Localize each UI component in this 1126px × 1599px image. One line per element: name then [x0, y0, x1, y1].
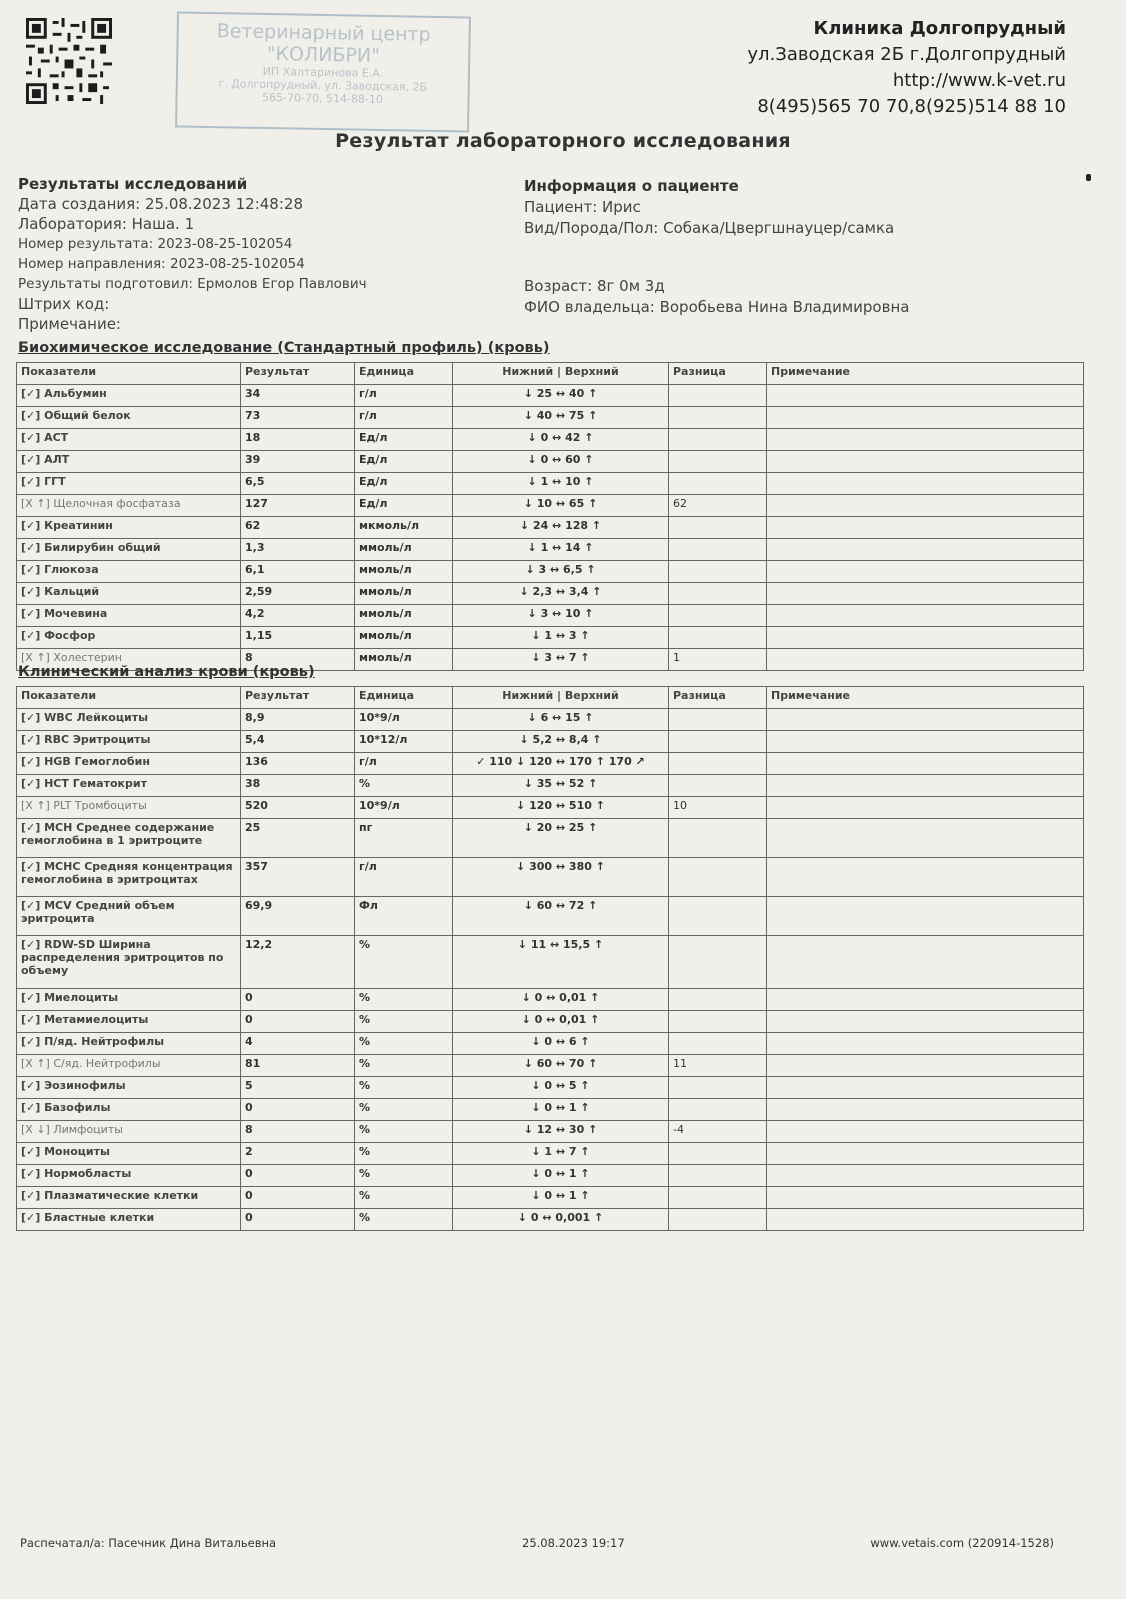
table-row [17, 1187, 1084, 1209]
result-cell: 8 [241, 649, 355, 671]
note-cell [767, 605, 1084, 627]
note-cell [767, 1055, 1084, 1077]
diff-cell [669, 775, 767, 797]
table-row [17, 989, 1084, 1011]
unit-cell: г/л [355, 753, 453, 775]
table-row [17, 1165, 1084, 1187]
diff-cell: 11 [669, 1055, 767, 1077]
table-row [17, 1121, 1084, 1143]
table-row [17, 451, 1084, 473]
result-cell: 38 [241, 775, 355, 797]
unit-cell: % [355, 936, 453, 989]
note-cell [767, 627, 1084, 649]
range-cell: ↓ 1 ↔ 10 ↑ [453, 473, 669, 495]
result-cell: 5 [241, 1077, 355, 1099]
range-cell: ↓ 10 ↔ 65 ↑ [453, 495, 669, 517]
biochem-section-title: Биохимическое исследование (Стандартный профиль) (кровь) [18, 340, 550, 356]
note-label: Примечание: [18, 315, 121, 333]
indicator-cell: [✓] WBC Лейкоциты [17, 709, 241, 731]
note-cell [767, 1165, 1084, 1187]
note-cell [767, 1143, 1084, 1165]
range-cell: ↓ 0 ↔ 1 ↑ [453, 1187, 669, 1209]
diff-cell [669, 627, 767, 649]
indicator-cell: [✓] АСТ [17, 429, 241, 451]
note-cell [767, 539, 1084, 561]
range-cell: ↓ 0 ↔ 0,01 ↑ [453, 989, 669, 1011]
note-cell [767, 797, 1084, 819]
diff-cell [669, 731, 767, 753]
table-row [17, 797, 1084, 819]
note-cell [767, 709, 1084, 731]
cbc-section-title: Клинический анализ крови (кровь) [18, 664, 315, 680]
table-row [17, 429, 1084, 451]
table-row [17, 583, 1084, 605]
result-cell: 520 [241, 797, 355, 819]
col-diff: Разница [669, 363, 767, 385]
range-cell: ↓ 12 ↔ 30 ↑ [453, 1121, 669, 1143]
indicator-cell: [✓] ГГТ [17, 473, 241, 495]
table-row [17, 605, 1084, 627]
indicator-cell: [✓] Общий белок [17, 407, 241, 429]
range-cell: ↓ 3 ↔ 10 ↑ [453, 605, 669, 627]
result-cell: 127 [241, 495, 355, 517]
unit-cell: % [355, 989, 453, 1011]
diff-cell [669, 989, 767, 1011]
diff-cell: 10 [669, 797, 767, 819]
result-cell: 69,9 [241, 897, 355, 936]
diff-cell [669, 451, 767, 473]
result-cell: 6,1 [241, 561, 355, 583]
diff-cell: 1 [669, 649, 767, 671]
result-cell: 81 [241, 1055, 355, 1077]
range-cell: ↓ 35 ↔ 52 ↑ [453, 775, 669, 797]
results-info-heading: Результаты исследований [18, 175, 248, 193]
table-row [17, 1077, 1084, 1099]
unit-cell: мкмоль/л [355, 517, 453, 539]
diff-cell [669, 936, 767, 989]
range-cell: ↓ 0 ↔ 5 ↑ [453, 1077, 669, 1099]
unit-cell: г/л [355, 385, 453, 407]
note-cell [767, 517, 1084, 539]
unit-cell: 10*12/л [355, 731, 453, 753]
col-indicator: Показатели [17, 687, 241, 709]
table-row [17, 1209, 1084, 1231]
qr-code-icon [24, 18, 114, 104]
unit-cell: 10*9/л [355, 709, 453, 731]
range-cell: ✓ 110 ↓ 120 ↔ 170 ↑ 170 ↗ [453, 753, 669, 775]
diff-cell [669, 1165, 767, 1187]
result-cell: 62 [241, 517, 355, 539]
stamp-line: 565-70-70, 514-88-10 [261, 90, 384, 107]
indicator-cell: [✓] Креатинин [17, 517, 241, 539]
result-cell: 1,3 [241, 539, 355, 561]
clinic-url[interactable]: http://www.k-vet.ru [892, 70, 1066, 91]
table-row [17, 495, 1084, 517]
result-cell: 4 [241, 1033, 355, 1055]
table-row [17, 819, 1084, 858]
unit-cell: Фл [355, 897, 453, 936]
diff-cell [669, 1209, 767, 1231]
patient-species: Вид/Порода/Пол: Собака/Цвергшнауцер/самка [524, 219, 895, 237]
note-cell [767, 429, 1084, 451]
result-cell: 2 [241, 1143, 355, 1165]
note-cell [767, 1187, 1084, 1209]
indicator-cell: [✓] Базофилы [17, 1099, 241, 1121]
diff-cell [669, 897, 767, 936]
unit-cell: % [355, 1143, 453, 1165]
range-cell: ↓ 25 ↔ 40 ↑ [453, 385, 669, 407]
diff-cell [669, 1011, 767, 1033]
note-cell [767, 1011, 1084, 1033]
result-cell: 0 [241, 989, 355, 1011]
col-diff: Разница [669, 687, 767, 709]
unit-cell: % [355, 1209, 453, 1231]
range-cell: ↓ 0 ↔ 0,01 ↑ [453, 1011, 669, 1033]
table-row [17, 753, 1084, 775]
diff-cell: 62 [669, 495, 767, 517]
table-row [17, 561, 1084, 583]
note-cell [767, 1077, 1084, 1099]
diff-cell [669, 429, 767, 451]
range-cell: ↓ 2,3 ↔ 3,4 ↑ [453, 583, 669, 605]
diff-cell [669, 858, 767, 897]
patient-name: Пациент: Ирис [524, 198, 641, 216]
indicator-cell: [✓] RBC Эритроциты [17, 731, 241, 753]
range-cell: ↓ 0 ↔ 1 ↑ [453, 1165, 669, 1187]
table-row [17, 1143, 1084, 1165]
indicator-cell: [✓] RDW-SD Ширина распределения эритроцитов по объему [17, 936, 241, 989]
col-note: Примечание [767, 687, 1084, 709]
indicator-cell: [✓] Миелоциты [17, 989, 241, 1011]
diff-cell [669, 605, 767, 627]
table-header-row [17, 687, 1084, 709]
note-cell [767, 936, 1084, 989]
table-row [17, 775, 1084, 797]
diff-cell [669, 385, 767, 407]
patient-info-heading: Информация о пациенте [524, 177, 739, 195]
range-cell: ↓ 6 ↔ 15 ↑ [453, 709, 669, 731]
unit-cell: % [355, 1055, 453, 1077]
indicator-cell: [✓] Бластные клетки [17, 1209, 241, 1231]
laboratory: Лаборатория: Наша. 1 [18, 215, 195, 233]
indicator-cell: [✓] П/яд. Нейтрофилы [17, 1033, 241, 1055]
unit-cell: % [355, 1165, 453, 1187]
table-row [17, 1011, 1084, 1033]
diff-cell [669, 517, 767, 539]
clinic-header [747, 16, 1066, 120]
range-cell: ↓ 60 ↔ 70 ↑ [453, 1055, 669, 1077]
note-cell [767, 753, 1084, 775]
result-cell: 357 [241, 858, 355, 897]
unit-cell: % [355, 1121, 453, 1143]
col-unit: Единица [355, 363, 453, 385]
range-cell: ↓ 0 ↔ 6 ↑ [453, 1033, 669, 1055]
unit-cell: % [355, 1099, 453, 1121]
note-cell [767, 495, 1084, 517]
diff-cell [669, 709, 767, 731]
stamp-line: ИП Халтаринова Е.А. [262, 64, 384, 81]
result-cell: 8 [241, 1121, 355, 1143]
result-cell: 2,59 [241, 583, 355, 605]
indicator-cell: [✓] Глюкоза [17, 561, 241, 583]
range-cell: ↓ 5,2 ↔ 8,4 ↑ [453, 731, 669, 753]
diff-cell [669, 473, 767, 495]
range-cell: ↓ 24 ↔ 128 ↑ [453, 517, 669, 539]
unit-cell: г/л [355, 858, 453, 897]
note-cell [767, 858, 1084, 897]
indicator-cell: [✓] Нормобласты [17, 1165, 241, 1187]
table-row [17, 539, 1084, 561]
created-date: Дата создания: 25.08.2023 12:48:28 [18, 195, 303, 213]
unit-cell: ммоль/л [355, 583, 453, 605]
indicator-cell: [✓] Альбумин [17, 385, 241, 407]
unit-cell: Ед/л [355, 473, 453, 495]
indicator-cell: [✓] MCHC Средняя концентрация гемоглобина в эритроцитах [17, 858, 241, 897]
unit-cell: % [355, 1033, 453, 1055]
unit-cell: % [355, 1077, 453, 1099]
diff-cell [669, 753, 767, 775]
note-cell [767, 649, 1084, 671]
note-cell [767, 731, 1084, 753]
stamp-line: "КОЛИБРИ" [266, 43, 381, 67]
indicator-cell: [X ↑] С/яд. Нейтрофилы [17, 1055, 241, 1077]
range-cell: ↓ 0 ↔ 60 ↑ [453, 451, 669, 473]
unit-cell: % [355, 1011, 453, 1033]
result-cell: 18 [241, 429, 355, 451]
range-cell: ↓ 60 ↔ 72 ↑ [453, 897, 669, 936]
result-cell: 0 [241, 1165, 355, 1187]
unit-cell: ммоль/л [355, 627, 453, 649]
unit-cell: ммоль/л [355, 539, 453, 561]
unit-cell: ммоль/л [355, 605, 453, 627]
note-cell [767, 775, 1084, 797]
note-cell [767, 1099, 1084, 1121]
diff-cell [669, 583, 767, 605]
barcode-label: Штрих код: [18, 295, 110, 313]
range-cell: ↓ 1 ↔ 3 ↑ [453, 627, 669, 649]
indicator-cell: [X ↑] Щелочная фосфатаза [17, 495, 241, 517]
table-row [17, 858, 1084, 897]
range-cell: ↓ 20 ↔ 25 ↑ [453, 819, 669, 858]
note-cell [767, 451, 1084, 473]
printed-by: Распечатал/а: Пасечник Дина Витальевна [20, 1536, 277, 1550]
table-row [17, 897, 1084, 936]
col-range: Нижний | Верхний [453, 363, 669, 385]
note-cell [767, 1033, 1084, 1055]
table-row [17, 385, 1084, 407]
diff-cell [669, 1033, 767, 1055]
diff-cell [669, 407, 767, 429]
range-cell: ↓ 3 ↔ 6,5 ↑ [453, 561, 669, 583]
unit-cell: Ед/л [355, 451, 453, 473]
unit-cell: г/л [355, 407, 453, 429]
result-cell: 34 [241, 385, 355, 407]
stamp-line: Ветеринарный центр [216, 20, 431, 46]
result-cell: 0 [241, 1187, 355, 1209]
table-row [17, 936, 1084, 989]
note-cell [767, 407, 1084, 429]
table-row [17, 709, 1084, 731]
unit-cell: пг [355, 819, 453, 858]
unit-cell: % [355, 775, 453, 797]
col-note: Примечание [767, 363, 1084, 385]
table-row [17, 407, 1084, 429]
unit-cell: Ед/л [355, 495, 453, 517]
range-cell: ↓ 0 ↔ 0,001 ↑ [453, 1209, 669, 1231]
cbc-table [16, 686, 1084, 1231]
indicator-cell: [✓] Мочевина [17, 605, 241, 627]
table-row [17, 1055, 1084, 1077]
table-header-row [17, 363, 1084, 385]
note-cell [767, 989, 1084, 1011]
result-cell: 5,4 [241, 731, 355, 753]
result-cell: 0 [241, 1209, 355, 1231]
range-cell: ↓ 1 ↔ 14 ↑ [453, 539, 669, 561]
clinic-phones: 8(495)565 70 70,8(925)514 88 10 [757, 96, 1066, 117]
col-result: Результат [241, 687, 355, 709]
indicator-cell: [✓] Плазматические клетки [17, 1187, 241, 1209]
col-indicator: Показатели [17, 363, 241, 385]
note-cell [767, 583, 1084, 605]
indicator-cell: [X ↓] Лимфоциты [17, 1121, 241, 1143]
paper-mark [1086, 174, 1091, 181]
col-result: Результат [241, 363, 355, 385]
result-cell: 8,9 [241, 709, 355, 731]
referral-number: Номер направления: 2023-08-25-102054 [18, 256, 305, 272]
indicator-cell: [✓] Кальций [17, 583, 241, 605]
unit-cell: ммоль/л [355, 649, 453, 671]
table-row [17, 473, 1084, 495]
range-cell: ↓ 11 ↔ 15,5 ↑ [453, 936, 669, 989]
result-cell: 136 [241, 753, 355, 775]
indicator-cell: [✓] HGB Гемоглобин [17, 753, 241, 775]
range-cell: ↓ 40 ↔ 75 ↑ [453, 407, 669, 429]
biochem-table [16, 362, 1084, 671]
prepared-by: Результаты подготовил: Ермолов Егор Павлович [18, 276, 367, 292]
range-cell: ↓ 120 ↔ 510 ↑ [453, 797, 669, 819]
indicator-cell: [✓] Моноциты [17, 1143, 241, 1165]
diff-cell [669, 561, 767, 583]
indicator-cell: [✓] Метамиелоциты [17, 1011, 241, 1033]
stamp [175, 11, 471, 132]
result-cell: 25 [241, 819, 355, 858]
table-row [17, 1099, 1084, 1121]
range-cell: ↓ 1 ↔ 7 ↑ [453, 1143, 669, 1165]
note-cell [767, 819, 1084, 858]
indicator-cell: [X ↑] PLT Тромбоциты [17, 797, 241, 819]
diff-cell [669, 1143, 767, 1165]
software-footer: www.vetais.com (220914-1528) [870, 1536, 1054, 1550]
unit-cell: ммоль/л [355, 561, 453, 583]
printed-at: 25.08.2023 19:17 [522, 1536, 625, 1550]
result-cell: 1,15 [241, 627, 355, 649]
diff-cell [669, 1077, 767, 1099]
patient-info [524, 176, 909, 318]
patient-age: Возраст: 8г 0м 3д [524, 277, 665, 295]
range-cell: ↓ 3 ↔ 7 ↑ [453, 649, 669, 671]
range-cell: ↓ 0 ↔ 42 ↑ [453, 429, 669, 451]
result-cell: 4,2 [241, 605, 355, 627]
diff-cell [669, 1099, 767, 1121]
diff-cell: -4 [669, 1121, 767, 1143]
col-range: Нижний | Верхний [453, 687, 669, 709]
result-cell: 0 [241, 1099, 355, 1121]
note-cell [767, 1209, 1084, 1231]
indicator-cell: [✓] Эозинофилы [17, 1077, 241, 1099]
indicator-cell: [✓] АЛТ [17, 451, 241, 473]
note-cell [767, 473, 1084, 495]
unit-cell: % [355, 1187, 453, 1209]
owner-name: ФИО владельца: Воробьева Нина Владимировна [524, 298, 910, 316]
result-cell: 6,5 [241, 473, 355, 495]
result-cell: 39 [241, 451, 355, 473]
indicator-cell: [✓] Фосфор [17, 627, 241, 649]
result-cell: 12,2 [241, 936, 355, 989]
document-title: Результат лабораторного исследования [335, 130, 791, 152]
indicator-cell: [✓] MCV Средний объем эритроцита [17, 897, 241, 936]
note-cell [767, 561, 1084, 583]
range-cell: ↓ 0 ↔ 1 ↑ [453, 1099, 669, 1121]
results-info [18, 174, 367, 334]
note-cell [767, 1121, 1084, 1143]
table-row [17, 1033, 1084, 1055]
result-cell: 73 [241, 407, 355, 429]
indicator-cell: [✓] Билирубин общий [17, 539, 241, 561]
result-cell: 0 [241, 1011, 355, 1033]
unit-cell: Ед/л [355, 429, 453, 451]
table-row [17, 627, 1084, 649]
col-unit: Единица [355, 687, 453, 709]
clinic-name: Клиника Долгопрудный [813, 18, 1066, 39]
note-cell [767, 385, 1084, 407]
range-cell: ↓ 300 ↔ 380 ↑ [453, 858, 669, 897]
result-number: Номер результата: 2023-08-25-102054 [18, 236, 293, 252]
clinic-address: ул.Заводская 2Б г.Долгопрудный [747, 44, 1066, 65]
table-row [17, 731, 1084, 753]
note-cell [767, 897, 1084, 936]
unit-cell: 10*9/л [355, 797, 453, 819]
diff-cell [669, 539, 767, 561]
indicator-cell: [X ↑] Холестерин [17, 649, 241, 671]
diff-cell [669, 1187, 767, 1209]
stamp-line: г. Долгопрудный, ул. Заводская, 2Б [218, 77, 428, 94]
diff-cell [669, 819, 767, 858]
indicator-cell: [✓] HCT Гематокрит [17, 775, 241, 797]
table-row [17, 517, 1084, 539]
indicator-cell: [✓] MCH Среднее содержание гемоглобина в 1 эритроците [17, 819, 241, 858]
